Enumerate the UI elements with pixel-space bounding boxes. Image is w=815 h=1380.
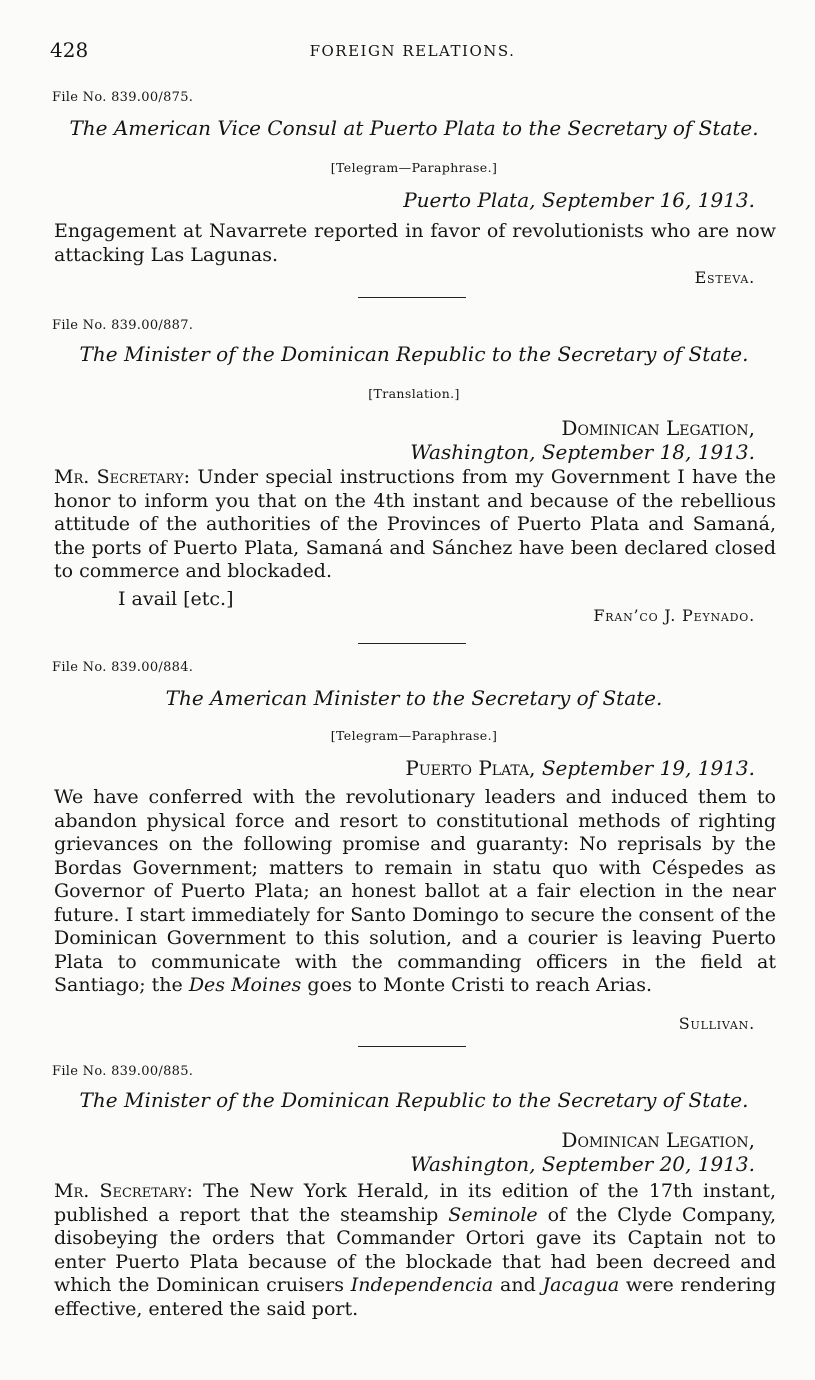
running-head: FOREIGN RELATIONS. [309,42,516,60]
signature: Esteva. [694,268,755,287]
body-text: were rendering effective, entered the said port. [54,1274,777,1320]
body-text-end: goes to Monte Cristi to reach Arias. [307,974,653,996]
section-divider [358,297,466,298]
letter-body: Engagement at Navarrete reported in favor of revolutionists who are now attacking Las Lagunas. [54,220,776,266]
file-number: File No. 839.00/885. [52,1064,194,1079]
place-text: Puerto Plata, [405,756,536,780]
signature: Sullivan. [678,1014,755,1033]
body-text: and [500,1274,536,1296]
legation-name: Dominican Legation, [561,416,755,440]
salutation: Mr. Secretary: [54,1180,193,1202]
date-text: September 19, 1913. [541,756,755,780]
ship-name: Independencia [350,1274,494,1296]
ship-name: Jacagua [542,1274,620,1296]
page-header [50,38,775,68]
letter-title: The American Minister to the Secretary of State. [165,686,663,710]
letter-subtitle: [Telegram—Paraphrase.] [330,160,498,175]
letter-body [54,466,776,584]
body-text: The New York Herald, in its edition of the 17th instant, published a report that the steamship [54,1180,776,1226]
place-date-text: Washington, September 20, 1913. [410,1152,755,1176]
place-date-text: Puerto Plata, September 16, 1913. [403,188,755,212]
ship-name: Des Moines [188,974,302,996]
page-number: 428 [50,38,89,62]
body-text: Under special instructions from my Government I have the honor to inform you that on the 4th instant and because of the rebellious attitude of the authorities of the Provinces of Puerto Plata and Samaná, the ports of Puerto Plata, Samaná and Sánchez have been declared closed to commerce and blockaded. [54,466,776,582]
file-number: File No. 839.00/875. [52,90,194,105]
legation-name: Dominican Legation, [561,1128,755,1152]
body-text: of the Clyde Company, disobeying the orders that Commander Ortori gave its Captain not to enter Puerto Plata because of the blockade that had been decreed and which the Dominican cruisers [54,1203,777,1296]
place-date-text: Washington, September 18, 1913. [410,440,755,464]
letter-title: The American Vice Consul at Puerto Plata to the Secretary of State. [69,116,759,140]
place-date [405,756,755,780]
ship-name: Seminole [448,1203,538,1226]
place-date [410,1152,755,1176]
letter-title: The Minister of the Dominican Republic to the Secretary of State. [79,342,749,366]
letter-body [54,786,776,998]
file-number: File No. 839.00/884. [52,660,194,675]
body-text: We have conferred with the revolutionary leaders and induced them to abandon physical force and resort to constitutional methods of righting grievances on the following promise and guaranty: No reprisals by the Bordas Government; matters to remain in statu quo with Céspedes as Governor of Puerto Plata; an honest ballot at a fair election in the near future. I start immediately for Santo Domingo to secure the consent of the Dominican Government to this solution, and a courier is leaving Puerto Plata to communicate with the commanding officers in the field at Santiago; the [54,786,776,996]
closing: I avail [etc.] [118,588,234,610]
letter-subtitle: [Telegram—Paraphrase.] [330,728,498,743]
letter-title: The Minister of the Dominican Republic to the Secretary of State. [79,1088,749,1112]
file-number: File No. 839.00/887. [52,318,194,333]
letter-subtitle: [Translation.] [368,386,460,401]
place-date [403,188,755,212]
section-divider [358,643,466,644]
section-divider [358,1046,466,1047]
letter-body [54,1180,776,1321]
place-date [410,440,755,464]
signature: Fran’co J. Peynado. [593,606,755,625]
salutation: Mr. Secretary: [54,466,191,488]
